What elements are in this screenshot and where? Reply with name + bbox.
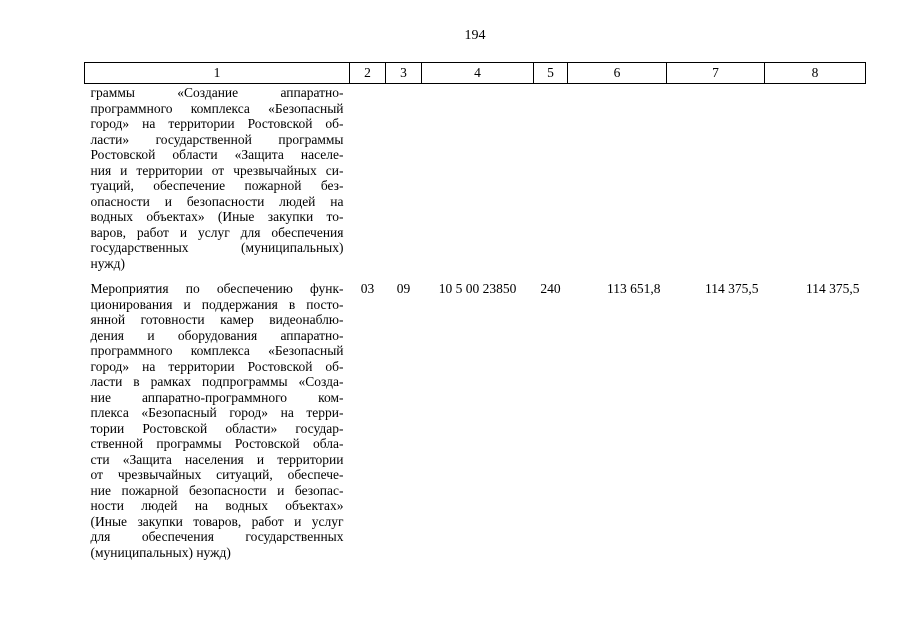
header-col-2: 2 [350, 63, 386, 84]
header-row [85, 63, 866, 84]
description-line: водных объектах» (Иные закупки то- [90, 209, 344, 224]
description-line: варов, работ и услуг для обеспечения [90, 224, 344, 240]
cell-amount-year1: 113 651,8 [607, 281, 661, 296]
description-line: ционирования и поддержания в посто- [90, 296, 344, 312]
cell-subsection: 09 [396, 281, 411, 296]
description-line: ственной программы Ростовской обла- [90, 436, 344, 451]
description-line: государственных (муниципальных) [90, 240, 344, 255]
description-line: граммы «Создание аппаратно- [90, 85, 344, 100]
description-line: ласти в рамках подпрограммы «Созда- [90, 374, 344, 389]
cell-section: 03 [360, 281, 375, 296]
cell-amount-year3: 114 375,5 [806, 281, 860, 296]
description-line: сти «Защита населения и территории [90, 451, 344, 467]
cell-expense-type [534, 84, 568, 272]
description-line: для обеспечения государственных [90, 529, 344, 544]
header-col-5: 5 [534, 63, 568, 84]
description-line: город» на территории Ростовской об- [90, 116, 344, 131]
table-row [85, 271, 866, 560]
description-line: от чрезвычайных ситуаций, обеспече- [90, 467, 344, 482]
cell-amount-year2: 114 375,5 [705, 281, 759, 296]
header-col-6: 6 [568, 63, 667, 84]
description-line: Ростовской области «Защита населе- [90, 147, 344, 162]
header-col-7: 7 [667, 63, 765, 84]
description-line: город» на территории Ростовской об- [90, 358, 344, 374]
cell-expense-type: 240 [540, 281, 561, 296]
description-line: программного комплекса «Безопасный [90, 343, 344, 358]
header-col-1: 1 [85, 63, 350, 84]
budget-table [84, 62, 866, 560]
description-line: ние пожарной безопасности и безопас- [90, 482, 344, 498]
cell-amount-year2 [667, 84, 765, 272]
cell-amount-year1 [568, 84, 667, 272]
description-line: Мероприятия по обеспечению функ- [90, 281, 344, 296]
description-line: ласти» государственной программы [90, 131, 344, 147]
row-description [85, 84, 350, 272]
cell-section [350, 84, 386, 272]
description-line: плекса «Безопасный город» на терри- [90, 405, 344, 420]
page-number: 194 [464, 28, 486, 43]
header-col-4: 4 [422, 63, 534, 84]
description-line: (Иные закупки товаров, работ и услуг [90, 513, 344, 529]
description-line: дения и оборудования аппаратно- [90, 327, 344, 343]
description-line: нужд) [90, 255, 125, 271]
cell-subsection [386, 84, 422, 272]
description-line: (муниципальных) нужд) [90, 544, 231, 560]
description-line: тории Ростовской области» государ- [90, 420, 344, 436]
header-col-3: 3 [386, 63, 422, 84]
row-description [85, 271, 350, 560]
cell-target-article: 10 5 00 23850 [438, 281, 517, 296]
table-row [85, 84, 866, 272]
description-line: ности людей на водных объектах» [90, 498, 344, 513]
description-line: ние аппаратно-программного ком- [90, 389, 344, 405]
description-line: туаций, обеспечение пожарной без- [90, 178, 344, 193]
description-line: программного комплекса «Безопасный [90, 100, 344, 116]
description-line: янной готовности камер видеонаблю- [90, 312, 344, 327]
description-line: ния и территории от чрезвычайных си- [90, 162, 344, 178]
cell-amount-year3 [765, 84, 866, 272]
description-line: опасности и безопасности людей на [90, 193, 344, 209]
cell-target-article [422, 84, 534, 272]
header-col-8: 8 [765, 63, 866, 84]
